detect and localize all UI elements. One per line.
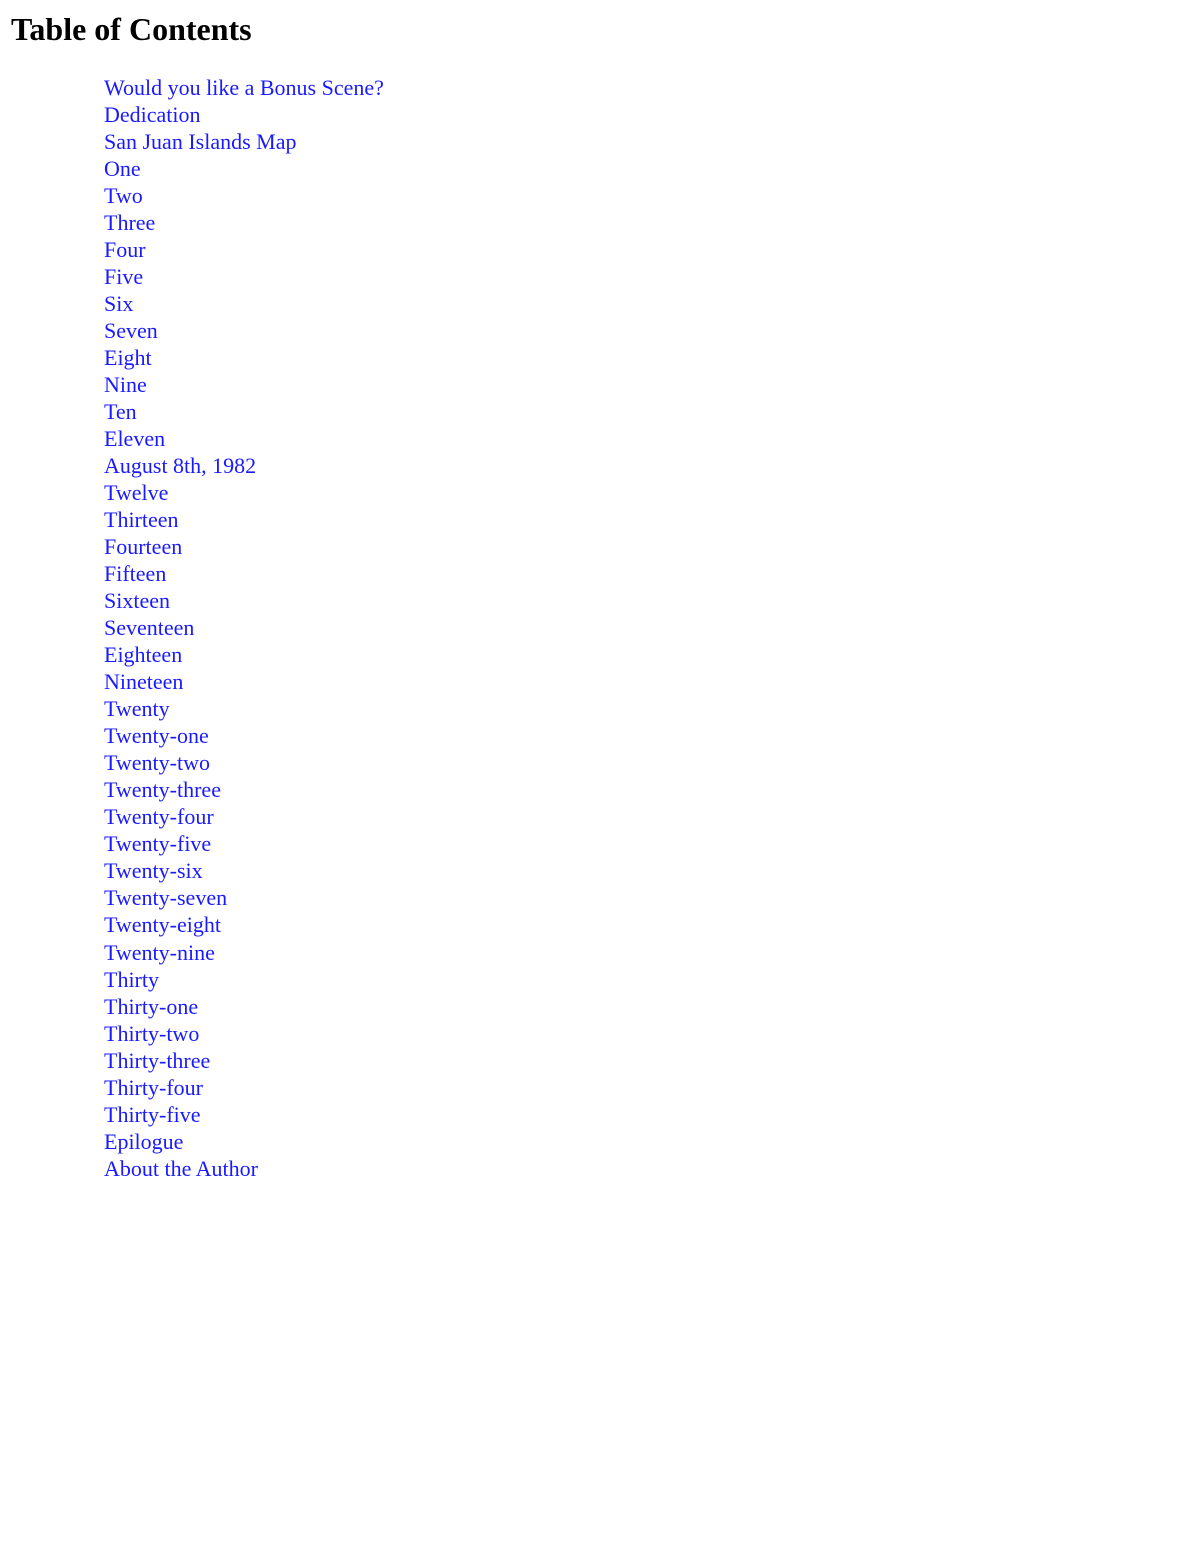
toc-link-chapter[interactable]: Five <box>104 264 144 290</box>
toc-item <box>104 290 384 317</box>
toc-item <box>104 695 384 722</box>
toc-item <box>104 371 384 398</box>
toc-link-chapter[interactable]: One <box>104 156 141 182</box>
toc-link-chapter[interactable]: Twenty-eight <box>104 912 221 938</box>
toc-item <box>104 236 384 263</box>
toc-link-chapter[interactable]: Four <box>104 237 146 263</box>
toc-link-chapter[interactable]: Twenty-four <box>104 804 214 830</box>
toc-item <box>104 452 384 479</box>
toc-link-chapter[interactable]: Twenty-six <box>104 858 203 884</box>
toc-link-chapter[interactable]: Fifteen <box>104 561 167 587</box>
toc-link-chapter[interactable]: Twenty-five <box>104 831 212 857</box>
toc-item <box>104 993 384 1020</box>
toc-item <box>104 101 384 128</box>
toc-link-chapter[interactable]: Thirty-four <box>104 1074 203 1100</box>
toc-item <box>104 479 384 506</box>
toc-item <box>104 344 384 371</box>
toc-item <box>104 1047 384 1074</box>
toc-link-chapter[interactable]: Fourteen <box>104 534 183 560</box>
toc-link-chapter[interactable]: Twenty-nine <box>104 939 215 965</box>
toc-item <box>104 614 384 641</box>
toc-link-chapter[interactable]: Seventeen <box>104 615 195 641</box>
toc-item <box>104 1101 384 1128</box>
toc-link-chapter[interactable]: Twelve <box>104 480 169 506</box>
toc-list <box>104 74 384 1182</box>
toc-item <box>104 722 384 749</box>
toc-item <box>104 668 384 695</box>
toc-link-chapter[interactable]: Three <box>104 210 156 236</box>
toc-item <box>104 398 384 425</box>
toc-link-chapter[interactable]: Twenty-seven <box>104 885 228 911</box>
toc-link-chapter[interactable]: Twenty-two <box>104 750 210 776</box>
toc-item <box>104 533 384 560</box>
toc-item <box>104 182 384 209</box>
toc-item <box>104 317 384 344</box>
toc-link-chapter[interactable]: Thirty-three <box>104 1047 211 1073</box>
toc-link-about-author[interactable]: About the Author <box>104 1155 258 1181</box>
toc-link-chapter[interactable]: Nineteen <box>104 669 184 695</box>
toc-item <box>104 857 384 884</box>
toc-link-chapter[interactable]: Two <box>104 183 143 209</box>
toc-item <box>104 1074 384 1101</box>
toc-link-chapter[interactable]: Thirty-one <box>104 993 199 1019</box>
toc-link-chapter[interactable]: Sixteen <box>104 588 170 614</box>
toc-link-bonus-scene[interactable]: Would you like a Bonus Scene? <box>104 75 384 100</box>
toc-link-chapter[interactable]: Thirty-two <box>104 1020 200 1046</box>
toc-item <box>104 1128 384 1155</box>
toc-link-dedication[interactable]: Dedication <box>104 102 201 128</box>
toc-item <box>104 749 384 776</box>
toc-item <box>104 641 384 668</box>
toc-link-chapter[interactable]: Thirty-five <box>104 1101 201 1127</box>
toc-link-map[interactable]: San Juan Islands Map <box>104 129 297 155</box>
toc-item <box>104 128 384 155</box>
toc-link-chapter[interactable]: Eighteen <box>104 642 183 668</box>
toc-item <box>104 830 384 857</box>
toc-link-chapter[interactable]: Nine <box>104 372 147 398</box>
toc-item <box>104 1020 384 1047</box>
toc-link-chapter[interactable]: Ten <box>104 399 137 425</box>
toc-item <box>104 966 384 993</box>
toc-item <box>104 587 384 614</box>
toc-link-chapter[interactable]: Six <box>104 291 134 317</box>
page-title: Table of Contents <box>11 11 252 47</box>
toc-item <box>104 425 384 452</box>
toc-link-chapter[interactable]: Eleven <box>104 426 166 452</box>
toc-item <box>104 803 384 830</box>
toc-link-chapter[interactable]: Thirteen <box>104 507 179 533</box>
toc-link-chapter[interactable]: Twenty-one <box>104 723 209 749</box>
toc-item <box>104 939 384 966</box>
toc-item <box>104 911 384 938</box>
toc-item <box>104 209 384 236</box>
toc-link-chapter[interactable]: Thirty <box>104 966 159 992</box>
toc-item <box>104 506 384 533</box>
toc-link-interlude[interactable]: August 8th, 1982 <box>104 453 257 479</box>
toc-link-chapter[interactable]: Eight <box>104 345 152 371</box>
toc-item <box>104 263 384 290</box>
toc-link-chapter[interactable]: Seven <box>104 318 158 344</box>
toc-link-chapter[interactable]: Twenty <box>104 696 170 722</box>
toc-link-chapter[interactable]: Twenty-three <box>104 777 221 803</box>
toc-item <box>104 884 384 911</box>
toc-item <box>104 560 384 587</box>
toc-item <box>104 74 384 101</box>
toc-item <box>104 155 384 182</box>
toc-link-epilogue[interactable]: Epilogue <box>104 1128 184 1154</box>
toc-item <box>104 1155 384 1182</box>
toc-item <box>104 776 384 803</box>
